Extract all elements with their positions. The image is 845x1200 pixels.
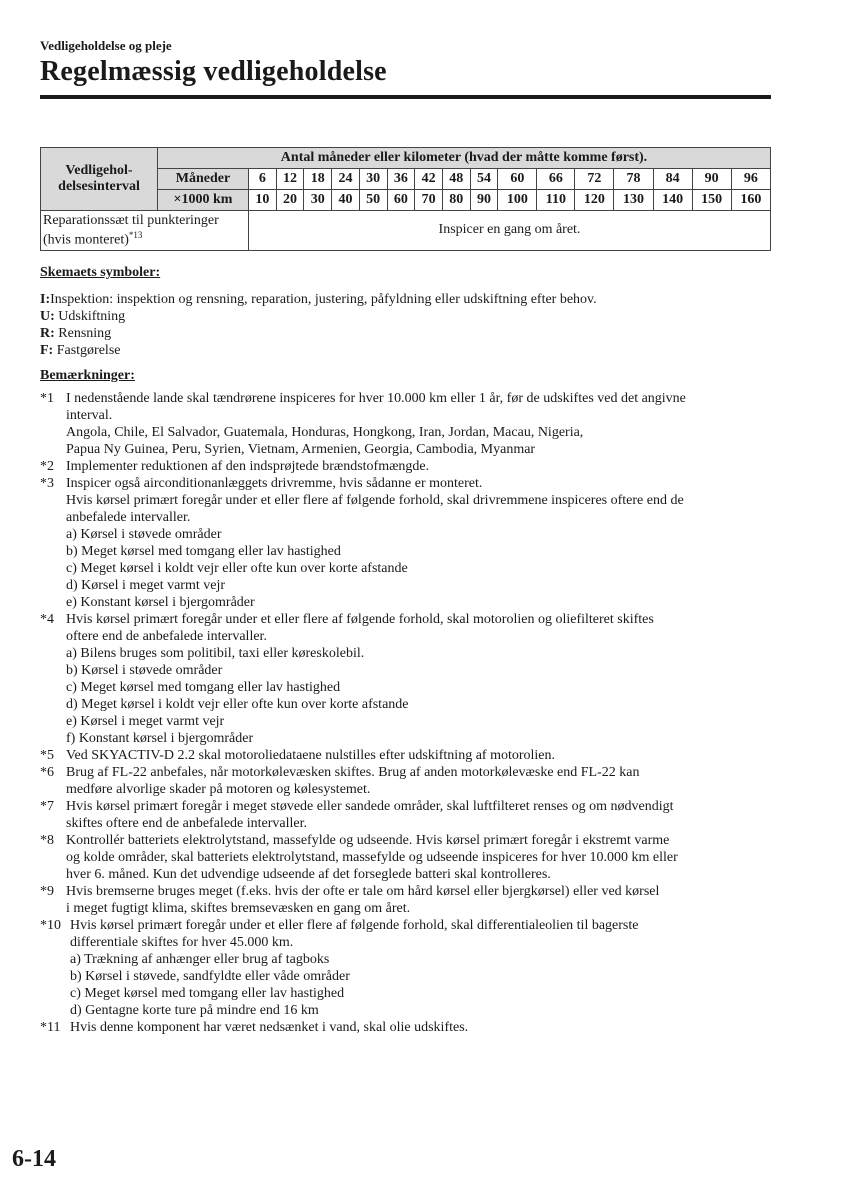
- notes-title: Bemærkninger:: [40, 368, 135, 383]
- page-number: 6-14: [12, 1146, 56, 1172]
- note-mark: *6: [40, 765, 54, 780]
- note-subitem: c) Meget kørsel i koldt vejr eller ofte kun over korte afstande: [66, 561, 408, 576]
- note-line: I nedenstående lande skal tændrørene inspiceres for hver 10.000 km eller 1 år, før de udskiftes ved det angivne: [66, 391, 686, 406]
- note-subitem: b) Kørsel i støvede områder: [66, 663, 223, 678]
- km-cell: 90: [470, 190, 498, 211]
- note-line: Kontrollér batteriets elektrolytstand, massefylde og udseende. Hvis kørsel primært foregår i ekstremt varme: [66, 833, 670, 848]
- km-cell: 100: [498, 190, 537, 211]
- note-line: Papua Ny Guinea, Peru, Syrien, Vietnam, Armenien, Georgia, Cambodia, Myanmar: [66, 442, 536, 457]
- note-mark: *10: [40, 918, 61, 933]
- note-line: Inspicer også airconditionanlæggets drivremme, hvis sådanne er monteret.: [66, 476, 483, 491]
- km-cell: 150: [692, 190, 731, 211]
- legend-key: U:: [40, 309, 55, 324]
- note-line: medføre alvorlige skader på motoren og kølesystemet.: [66, 782, 371, 797]
- item-line2: (hvis monteret): [43, 232, 129, 248]
- note-3: [40, 475, 775, 611]
- page-title: Regelmæssig vedligeholdelse: [40, 56, 387, 87]
- legend-item: [40, 308, 775, 325]
- note-subitem: d) Meget kørsel i koldt vejr eller ofte kun over korte afstande: [66, 697, 409, 712]
- note-7: [40, 798, 775, 832]
- note-mark: *5: [40, 748, 54, 763]
- note-subitem: a) Kørsel i støvede områder: [66, 527, 222, 542]
- note-subitem: f) Konstant kørsel i bjergområder: [66, 731, 254, 746]
- interval-label-cell: [41, 148, 158, 211]
- note-line: anbefalede intervaller.: [66, 510, 191, 525]
- month-cell: 12: [276, 169, 304, 190]
- note-line: Angola, Chile, El Salvador, Guatemala, Honduras, Hongkong, Iran, Jordan, Macau, Nigeria,: [66, 425, 584, 440]
- note-line: hver 6. måned. Kun det udvendige udseende af det forseglede batteri skal kontrolleres.: [66, 867, 551, 882]
- month-cell: 60: [498, 169, 537, 190]
- km-cell: 140: [653, 190, 692, 211]
- note-subitem: e) Konstant kørsel i bjergområder: [66, 595, 255, 610]
- maintenance-table: [40, 147, 771, 251]
- month-cell: 54: [470, 169, 498, 190]
- table-row: [41, 211, 771, 251]
- month-cell: 42: [415, 169, 443, 190]
- note-5: [40, 747, 775, 764]
- note-1: [40, 390, 775, 458]
- month-cell: 72: [575, 169, 614, 190]
- legend-key: R:: [40, 326, 55, 341]
- note-4: [40, 611, 775, 747]
- months-label: Måneder: [158, 169, 249, 190]
- note-line: oftere end de anbefalede intervaller.: [66, 629, 267, 644]
- interval-label-line1: Vedligehol-: [65, 163, 133, 178]
- legend-key: F:: [40, 343, 54, 358]
- note-mark: *1: [40, 391, 54, 406]
- note-mark: *8: [40, 833, 54, 848]
- month-cell: 36: [387, 169, 415, 190]
- note-2: [40, 458, 775, 475]
- item-line1: Reparationssæt til punkteringer: [43, 213, 219, 228]
- note-line: og kolde områder, skal batteriets elektrolytstand, massefylde og udseende inspiceres for hver 10.000 km eller: [66, 850, 678, 865]
- km-cell: 10: [249, 190, 277, 211]
- note-subitem: c) Meget kørsel med tomgang eller lav hastighed: [70, 986, 345, 1001]
- note-mark: *4: [40, 612, 54, 627]
- legend-item: [40, 325, 775, 342]
- km-cell: 160: [731, 190, 770, 211]
- note-line: Brug af FL-22 anbefales, når motorkølevæsken skiftes. Brug af anden motorkølevæske end FL-22 kan: [66, 765, 640, 780]
- legend-text: Udskiftning: [54, 309, 126, 324]
- km-label: ×1000 km: [158, 190, 249, 211]
- legend-text: Inspektion: inspektion og rensning, reparation, justering, påfyldning eller udskiftning efter behov.: [50, 292, 597, 307]
- note-mark: *3: [40, 476, 54, 491]
- km-cell: 60: [387, 190, 415, 211]
- note-mark: *7: [40, 799, 54, 814]
- km-cell: 40: [332, 190, 360, 211]
- km-cell: 110: [537, 190, 575, 211]
- note-subitem: a) Trækning af anhænger eller brug af tagboks: [70, 952, 330, 967]
- month-cell: 78: [614, 169, 653, 190]
- month-cell: 84: [653, 169, 692, 190]
- note-subitem: b) Meget kørsel med tomgang eller lav hastighed: [66, 544, 341, 559]
- section-title: Vedligeholdelse og pleje: [40, 38, 172, 53]
- month-cell: 96: [731, 169, 770, 190]
- km-cell: 50: [359, 190, 387, 211]
- note-10: [40, 917, 775, 1019]
- note-11: [40, 1019, 775, 1036]
- month-cell: 24: [332, 169, 360, 190]
- month-cell: 6: [249, 169, 277, 190]
- note-subitem: a) Bilens bruges som politibil, taxi eller køreskolebil.: [66, 646, 365, 661]
- notes-list: [40, 390, 775, 1036]
- km-cell: 30: [304, 190, 332, 211]
- item-ref: *13: [128, 230, 143, 240]
- note-line: Ved SKYACTIV-D 2.2 skal motoroliedataene nulstilles efter udskiftning af motorolien.: [66, 748, 556, 763]
- km-cell: 20: [276, 190, 304, 211]
- note-9: [40, 883, 775, 917]
- note-mark: *11: [40, 1020, 61, 1035]
- note-subitem: d) Kørsel i meget varmt vejr: [66, 578, 226, 593]
- legend-text: Rensning: [54, 326, 112, 341]
- month-cell: 30: [359, 169, 387, 190]
- note-subitem: d) Gentagne korte ture på mindre end 16 km: [70, 1003, 319, 1018]
- title-rule: [40, 95, 771, 99]
- main-content: [40, 264, 775, 1036]
- legend-key: I:: [40, 292, 51, 307]
- symbols-title: Skemaets symboler:: [40, 265, 161, 280]
- note-line: interval.: [66, 408, 113, 423]
- note-line: Hvis denne komponent har været nedsænket i vand, skal olie udskiftes.: [70, 1020, 469, 1035]
- month-cell: 90: [692, 169, 731, 190]
- note-mark: *9: [40, 884, 54, 899]
- item-cell: [41, 211, 249, 251]
- note-8: [40, 832, 775, 883]
- month-cell: 48: [442, 169, 470, 190]
- km-cell: 80: [442, 190, 470, 211]
- note-line: i meget fugtigt klima, skiftes bremsevæsken en gang om året.: [66, 901, 411, 916]
- note-line: Hvis kørsel primært foregår under et eller flere af følgende forhold, skal drivremmene inspiceres oftere end de: [66, 493, 684, 508]
- note-line: Hvis kørsel primært foregår under et eller flere af følgende forhold, skal motorolien og oliefilteret skiftes: [66, 612, 654, 627]
- km-cell: 70: [415, 190, 443, 211]
- month-cell: 18: [304, 169, 332, 190]
- legend-item: [40, 291, 775, 308]
- note-line: Hvis bremserne bruges meget (f.eks. hvis der ofte er tale om hård kørsel eller bjergkørsel) eller ved kørsel: [66, 884, 660, 899]
- note-line: Hvis kørsel primært foregår i meget støvede eller sandede områder, skal luftfilteret renses og om nødvendigt: [66, 799, 674, 814]
- note-subitem: e) Kørsel i meget varmt vejr: [66, 714, 225, 729]
- km-cell: 120: [575, 190, 614, 211]
- note-subitem: c) Meget kørsel med tomgang eller lav hastighed: [66, 680, 341, 695]
- month-cell: 66: [537, 169, 575, 190]
- note-mark: *2: [40, 459, 54, 474]
- legend-text: Fastgørelse: [53, 343, 121, 358]
- note-subitem: b) Kørsel i støvede, sandfyldte eller våde områder: [70, 969, 350, 984]
- note-line: Hvis kørsel primært foregår under et eller flere af følgende forhold, skal differentialeolien til bagerste: [70, 918, 639, 933]
- note-6: [40, 764, 775, 798]
- interval-label-line2: delsesinterval: [58, 179, 140, 194]
- km-cell: 130: [614, 190, 653, 211]
- note-line: differentiale skiftes for hver 45.000 km.: [70, 935, 294, 950]
- note-line: skiftes oftere end de anbefalede intervaller.: [66, 816, 307, 831]
- span-header: Antal måneder eller kilometer (hvad der måtte komme først).: [158, 148, 771, 169]
- symbols-legend: [40, 291, 775, 359]
- note-line: Implementer reduktionen af den indsprøjtede brændstofmængde.: [66, 459, 430, 474]
- legend-item: [40, 342, 775, 359]
- interval-text: Inspicer en gang om året.: [249, 211, 771, 251]
